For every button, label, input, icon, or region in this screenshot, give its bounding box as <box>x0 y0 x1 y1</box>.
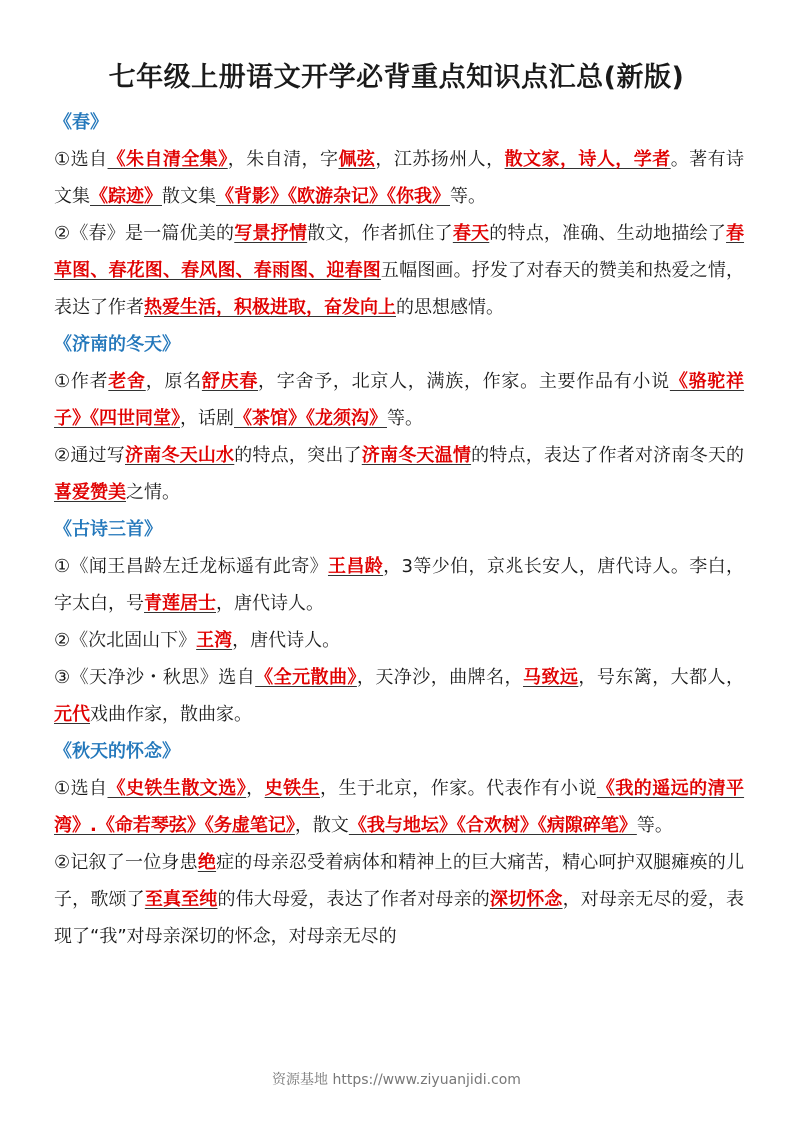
text-run: 五幅图画。抒发了对春天的赞美和热爱之情，表达了作者 <box>54 260 745 318</box>
section-heading: 《秋天的怀念》 <box>54 741 180 762</box>
key-term: 至真至纯 <box>144 889 218 910</box>
key-term: 散文家，诗人，学者 <box>504 149 671 170</box>
text-run: 等。 <box>636 815 673 836</box>
key-term: 元代 <box>54 704 90 725</box>
text-run: 戏曲作家，散曲家。 <box>90 704 252 725</box>
section-heading: 《春》 <box>54 112 108 133</box>
key-term: 《背影》《欧游杂记》《你我》 <box>216 186 450 207</box>
key-term: 写景抒情 <box>234 223 308 244</box>
text-run: ②记叙了一位身患 <box>54 852 198 873</box>
paragraph <box>54 363 744 437</box>
paragraph <box>54 215 744 326</box>
text-run: ，朱自清，字 <box>227 149 339 170</box>
text-run: ，天净沙，曲牌名， <box>356 667 523 688</box>
text-run: 散文，作者抓住了 <box>307 223 453 244</box>
text-run: 的特点，突出了 <box>234 445 362 466</box>
paragraph <box>54 844 744 955</box>
text-run: 的特点，准确、生动地描绘了 <box>489 223 727 244</box>
section-heading: 《济南的冬天》 <box>54 334 180 355</box>
key-term: 马致远 <box>523 667 579 688</box>
key-term: 《踪迹》 <box>90 186 162 207</box>
text-run: ，生于北京，作家。代表作有小说 <box>320 778 597 799</box>
footer-source: 资源基地 https://www.ziyuanjidi.com <box>272 1072 521 1088</box>
key-term: 《我的遥远的清平湾》.《命若琴弦》《务虚笔记》 <box>54 778 745 836</box>
text-run: ②《春》是一篇优美的 <box>54 223 235 244</box>
text-run: ，散文 <box>294 815 349 836</box>
text-run: 的伟大母爱，表达了作者对母亲的 <box>217 889 490 910</box>
key-term: 王湾 <box>196 630 233 651</box>
key-term: 济南冬天温情 <box>361 445 472 466</box>
text-run: ①选自 <box>54 778 108 799</box>
text-run: 。著有诗文集 <box>54 149 745 207</box>
paragraph <box>54 141 744 215</box>
paragraph <box>54 622 744 659</box>
key-term: 《茶馆》《龙须沟》 <box>234 408 387 429</box>
text-run: 症的母亲忍受着病体和精神上的巨大痛苦，精心呵护双腿瘫痪的儿子，歌颂了 <box>54 852 745 910</box>
text-run: ①《闻王昌龄左迁龙标遥有此寄》 <box>54 556 328 577</box>
text-run: ①选自 <box>54 149 108 170</box>
text-run: ②通过写 <box>54 445 125 466</box>
text-run: ，唐代诗人。 <box>232 630 341 651</box>
key-term: 佩弦 <box>338 149 376 170</box>
key-term: 济南冬天山水 <box>125 445 235 466</box>
key-term: 热爱生活，积极进取，奋发向上 <box>144 297 396 318</box>
key-term: 史铁生 <box>264 778 321 799</box>
key-term: 《骆驼祥子》《四世同堂》 <box>54 371 745 429</box>
paragraph <box>54 659 744 733</box>
key-term: 青莲居士 <box>144 593 216 614</box>
paragraph <box>54 437 744 511</box>
text-run: ，话剧 <box>180 408 234 429</box>
text-run: ， <box>246 778 265 799</box>
text-run: 之情。 <box>126 482 180 503</box>
paragraph <box>54 548 744 622</box>
text-run: ②《次北固山下》 <box>54 630 197 651</box>
text-run: ③《天净沙・秋思》选自 <box>54 667 256 688</box>
key-term: 春草图、春花图、春风图、春雨图、迎春图 <box>54 223 745 281</box>
key-term: 《我与地坛》《合欢树》《病隙碎笔》 <box>348 815 637 836</box>
key-term: 老舍 <box>108 371 146 392</box>
key-term: 春天 <box>452 223 490 244</box>
text-run: ，原名 <box>145 371 202 392</box>
page-title: 七年级上册语文开学必背重点知识点汇总(新版) <box>108 62 685 93</box>
text-run: ，江苏扬州人， <box>375 149 505 170</box>
document-body <box>54 104 744 955</box>
key-term: 《史铁生散文选》 <box>107 778 247 799</box>
text-run: ①作者 <box>54 371 109 392</box>
text-run: ，号东篱，大都人， <box>578 667 745 688</box>
text-run: ，对母亲无尽的爱，表现了“我”对母亲深切的怀念，对母亲无尽的 <box>54 889 745 947</box>
text-run: 的思想感情。 <box>396 297 504 318</box>
key-term: 《朱自清全集》 <box>107 149 228 170</box>
text-run: 散文集 <box>162 186 216 207</box>
text-run: 等。 <box>450 186 486 207</box>
text-run: ，3等少伯，京兆长安人，唐代诗人。李白，字太白，号 <box>54 556 745 614</box>
key-term: 舒庆春 <box>201 371 259 392</box>
section-heading: 《古诗三首》 <box>54 519 162 540</box>
key-term: 《全元散曲》 <box>255 667 357 688</box>
key-term: 绝 <box>197 852 217 873</box>
paragraph <box>54 770 744 844</box>
text-run: 等。 <box>387 408 423 429</box>
text-run: ，唐代诗人。 <box>216 593 324 614</box>
text-run: 的特点，表达了作者对济南冬天的 <box>471 445 745 466</box>
key-term: 喜爱赞美 <box>54 482 126 503</box>
text-run: ，字舍予，北京人，满族，作家。主要作品有小说 <box>258 371 670 392</box>
key-term: 深切怀念 <box>489 889 563 910</box>
key-term: 王昌龄 <box>327 556 384 577</box>
